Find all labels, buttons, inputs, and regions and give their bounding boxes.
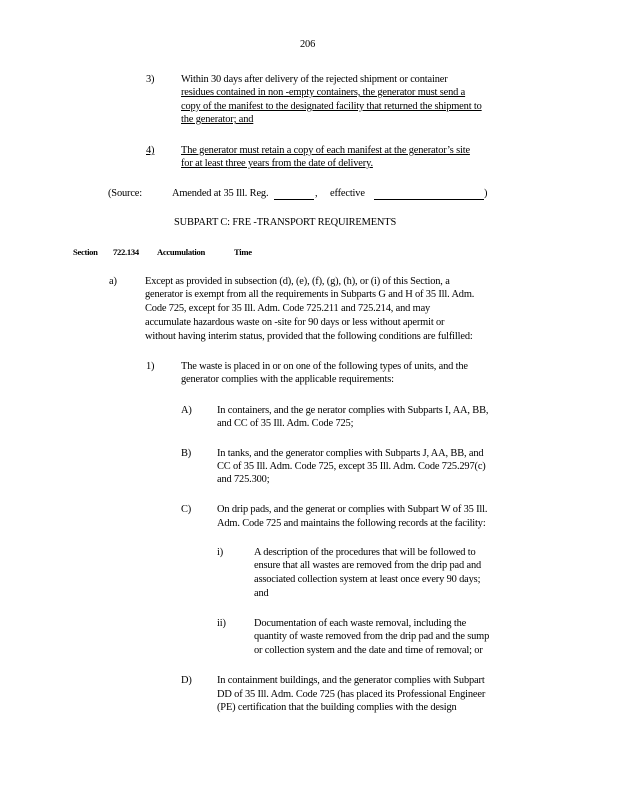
text-line: without having interim status, provided that the following conditions are fulfilled: (145, 331, 473, 342)
list-marker: 3) (146, 74, 155, 85)
text-line: Except as provided in subsection (d), (e), (f), (g), (h), or (i) of this Section, a (145, 276, 450, 287)
text-line: DD of 35 Ill. Adm. Code 725 (has placed its Professional Engineer (217, 689, 486, 700)
text-line: and CC of 35 Ill. Adm. Code 725; (217, 418, 354, 429)
text-line: CC of 35 Ill. Adm. Code 725, except 35 Ill. Adm. Code 725.297(c) (217, 461, 486, 472)
text-line: copy of the manifest to the designated facility that returned the shipment to (181, 101, 482, 112)
text-line: quantity of waste removed from the drip pad and the sump (254, 631, 490, 642)
text-line: (PE) certification that the building complies with the design (217, 702, 457, 713)
list-marker: C) (181, 504, 192, 515)
text-line: Adm. Code 725 and maintains the following records at the facility: (217, 518, 486, 529)
source-prefix: (Source: (108, 188, 143, 199)
source-comma: , (315, 188, 318, 199)
text-line: and (254, 588, 269, 599)
text-line: Code 725, except for 35 Ill. Adm. Code 725.211 and 725.214, and may (145, 303, 431, 314)
text-line: ensure that all wastes are removed from the drip pad and (254, 560, 482, 571)
source-effective: effective (330, 188, 365, 199)
list-marker: 4) (146, 145, 155, 156)
text-line: In containers, and the ge nerator complies with Subparts I, AA, BB, (217, 405, 489, 416)
text-line: A description of the procedures that will be followed to (254, 547, 476, 558)
text-line: associated collection system at least once every 90 days; (254, 574, 481, 585)
text-line: for at least three years from the date of delivery. (181, 158, 373, 169)
source-amended: Amended at 35 Ill. Reg. (172, 188, 269, 199)
text-line: In tanks, and the generator complies with Subparts J, AA, BB, and (217, 448, 484, 459)
text-line: Within 30 days after delivery of the rejected shipment or container (181, 74, 448, 85)
text-line: residues contained in non -empty containers, the generator must send a (181, 87, 466, 98)
list-marker: ii) (217, 618, 226, 629)
list-marker: D) (181, 675, 192, 686)
list-marker: A) (181, 405, 192, 416)
text-line: generator complies with the applicable requirements: (181, 374, 394, 385)
list-marker: i) (217, 547, 224, 558)
source-close: ) (484, 188, 488, 199)
effective-blank-line (374, 199, 484, 200)
text-line: In containment buildings, and the generator complies with Subpart (217, 675, 485, 686)
section-title: Accumulation (157, 247, 205, 257)
text-line: and 725.300; (217, 474, 270, 485)
section-label: Section (73, 247, 98, 257)
text-line: accumulate hazardous waste on -site for 90 days or less without apermit or (145, 317, 445, 328)
subpart-heading: SUBPART C: FRE -TRANSPORT REQUIREMENTS (174, 217, 397, 228)
section-title: Time (234, 247, 252, 257)
list-marker: a) (109, 276, 117, 287)
text-line: or collection system and the date and time of removal; or (254, 645, 483, 656)
text-line: The generator must retain a copy of each manifest at the generator’s site (181, 145, 470, 156)
section-number: 722.134 (113, 247, 139, 257)
list-marker: B) (181, 448, 192, 459)
text-line: the generator; and (181, 114, 254, 125)
list-marker: 1) (146, 361, 155, 372)
page-number: 206 (300, 39, 316, 50)
text-line: generator is exempt from all the requirements in Subparts G and H of 35 Ill. Adm. (145, 289, 475, 300)
text-line: On drip pads, and the generat or complies with Subpart W of 35 Ill. (217, 504, 488, 515)
text-line: The waste is placed in or on one of the following types of units, and the (181, 361, 468, 372)
text-line: Documentation of each waste removal, including the (254, 618, 467, 629)
reg-blank-line (274, 199, 314, 200)
